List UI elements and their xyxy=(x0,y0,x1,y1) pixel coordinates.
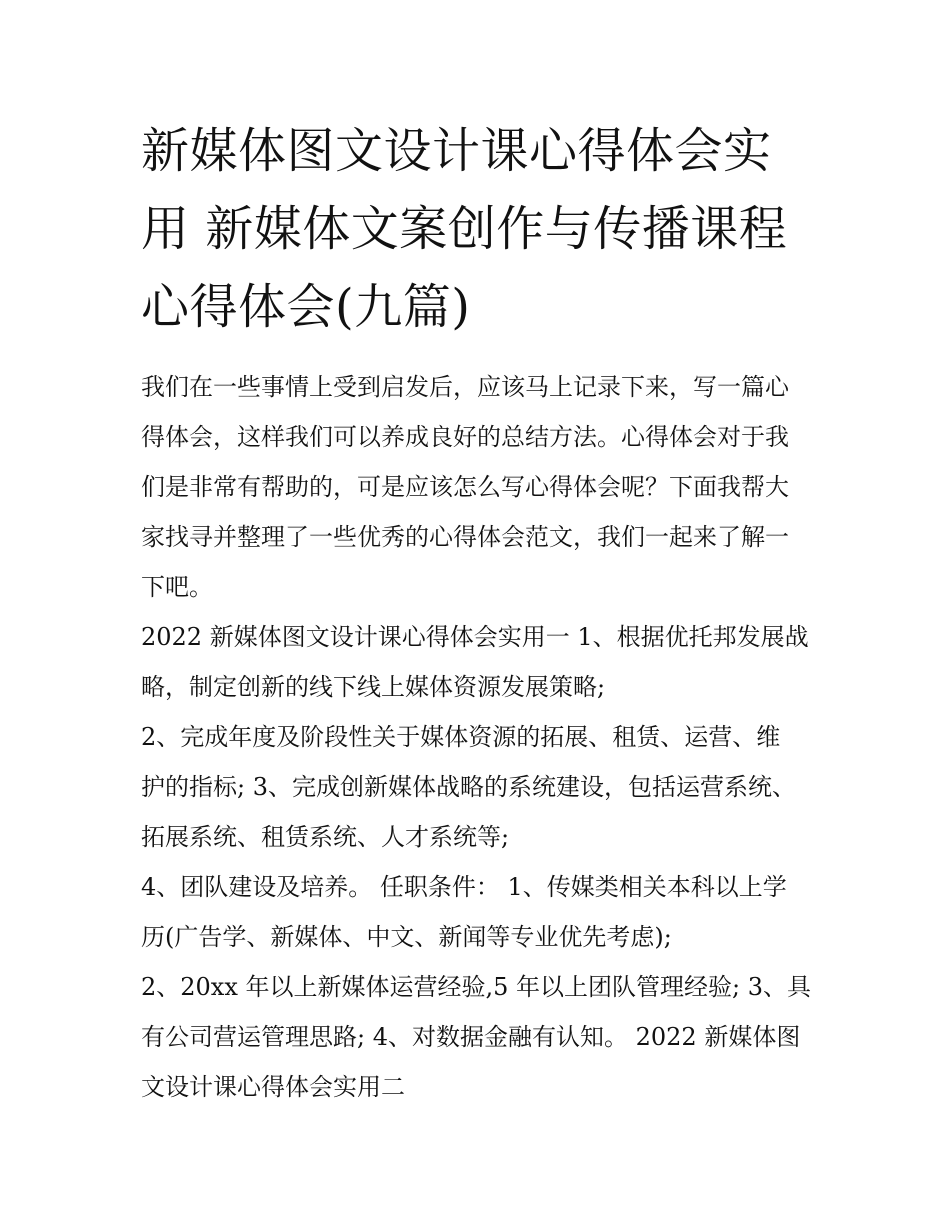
title-line: 心得体会(九篇) xyxy=(141,279,471,335)
text-line: 历(广告学、新媒体、中文、新闻等专业优先考虑); xyxy=(141,923,672,951)
body-paragraph xyxy=(141,962,813,1112)
body-paragraph xyxy=(141,712,813,862)
document-content xyxy=(141,112,813,1112)
text-line: 文设计课心得体会实用二 xyxy=(141,1073,405,1101)
body-paragraph xyxy=(141,612,813,712)
text-line: 护的指标; 3、完成创新媒体战略的系统建设，包括运营系统、 xyxy=(141,773,796,801)
title-line: 新媒体图文设计课心得体会实 xyxy=(141,123,772,179)
text-line: 家找寻并整理了一些优秀的心得体会范文，我们一起来了解一 xyxy=(141,523,789,551)
text-line: 2、20xx 年以上新媒体运营经验,5 年以上团队管理经验; 3、具 xyxy=(141,973,812,1001)
text-line: 下吧。 xyxy=(141,573,213,601)
document-body xyxy=(141,362,813,1112)
text-line: 有公司营运管理思路; 4、对数据金融有认知。 2022 新媒体图 xyxy=(141,1023,801,1051)
title-line: 用 新媒体文案创作与传播课程 xyxy=(141,201,788,257)
text-line: 4、团队建设及培养。 任职条件： 1、传媒类相关本科以上学 xyxy=(141,873,787,901)
text-line: 2022 新媒体图文设计课心得体会实用一 1、根据优托邦发展战 xyxy=(141,623,809,651)
text-line: 们是非常有帮助的，可是应该怎么写心得体会呢？下面我帮大 xyxy=(141,473,789,501)
intro-paragraph xyxy=(141,362,813,612)
text-line: 得体会，这样我们可以养成良好的总结方法。心得体会对于我 xyxy=(141,423,789,451)
text-line: 我们在一些事情上受到启发后，应该马上记录下来，写一篇心 xyxy=(141,373,789,401)
text-line: 拓展系统、租赁系统、人才系统等; xyxy=(141,823,510,851)
body-paragraph xyxy=(141,862,813,962)
document-title xyxy=(141,112,813,346)
text-line: 略，制定创新的线下线上媒体资源发展策略; xyxy=(141,673,606,701)
text-line: 2、完成年度及阶段性关于媒体资源的拓展、租赁、运营、维 xyxy=(141,723,781,751)
